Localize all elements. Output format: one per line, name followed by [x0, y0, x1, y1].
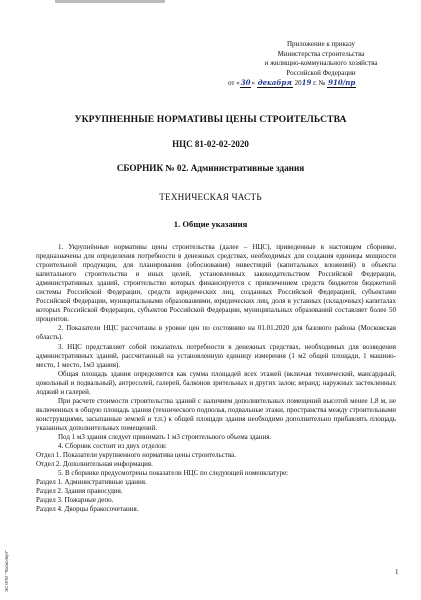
- document-code: НЦС 81-02-02-2020: [172, 139, 249, 149]
- list-item-part-4: Раздел 4. Дворцы бракосочетания.: [36, 505, 139, 514]
- list-item-section-2: Отдел 2. Дополнительная информация.: [36, 460, 153, 469]
- paragraph-6: Под 1 м3 здания следует принимать 1 м3 строительного объема здания.: [58, 432, 272, 441]
- paragraph-1: 1. Укрупнённые нормативы цены строительства (далее – НЦС), приведенные в настоящем сборнике, предназначены для определения потребности в денежных средствах, необходимых для создания единицы мощности строительной продукции, для планирования (обоснования) инвестиций (капитальных вложений) в объекты капитального строительства и иных целей, установленных законодательством Российской Федерации, административных зданий, строительство которых финансируется с привлечением средств бюджетов бюджетной системы Российской Федерации, средств юридических лиц, созданных Российской Федерацией, субъектами Российской Федерации, муниципальными образованиями, юридических лиц, доля в уставных (складочных) капиталах которых Российской Федерации, субъектов Российской Федерации, муниципальных образований составляет более 50 процентов.: [36, 243, 396, 324]
- paragraph-3: 3. НЦС представляет собой показатель потребности в денежных средствах, необходимых для возведения административных зданий, рассчитанный на установленную единицу измерения (1 м2 общей площади, 1 машино-место, 1 место, 1м3 здания).: [36, 342, 396, 369]
- document-body: [36, 243, 396, 514]
- approval-month-sep: »: [251, 79, 255, 88]
- paragraph-8: 5. В сборнике предусмотрены показатели НЦС по следующей номенклатуре:: [58, 469, 289, 478]
- list-item-part-1: Раздел 1. Административные здания.: [36, 478, 147, 487]
- approval-line-1: Приложение к приказу: [287, 40, 355, 48]
- approval-from-label: от «: [228, 79, 240, 88]
- approval-year: 19: [301, 78, 312, 88]
- approval-year-prefix: 20: [294, 79, 302, 88]
- approval-line-2: Министерства строительства: [277, 49, 365, 58]
- approval-line-4: Российской Федерации: [286, 68, 356, 77]
- section-title-general: 1. Общие указания: [173, 219, 248, 229]
- approval-date-number-line: [226, 78, 416, 89]
- paragraph-5: При расчете стоимости строительства зданий с наличием дополнительных помещений высотой менее 1,8 м, не включенных в общую площадь здания (технического подполья, подвальные этажи, пространства между строительными конструкциями, засыпанные землей и т.п.) к общей площади здания необходимо дополнительно прибавлять площадь указанных дополнительных помещений.: [36, 396, 396, 432]
- collection-title: СБОРНИК № 02. Административные здания: [116, 163, 305, 173]
- paragraph-2: 2. Показатели НЦС рассчитаны в уровне цен по состоянию на 01.01.2020 для базового района (Московская область).: [36, 324, 396, 342]
- list-item-part-2: Раздел 2. Здания правосудия.: [36, 487, 123, 496]
- approval-order-number: 910/пр: [328, 78, 356, 88]
- page-number: 1: [395, 568, 399, 576]
- paragraph-7: 4. Сборник состоит из двух отделов:: [58, 442, 167, 451]
- approval-line-3: и жилищно-коммунального хозяйства: [264, 59, 378, 68]
- list-item-part-3: Раздел 3. Пожарные депо.: [36, 496, 114, 505]
- approval-year-suffix: г. №: [313, 79, 326, 88]
- approval-block: [226, 40, 416, 89]
- paragraph-4: Общая площадь здания определяется как сумма площадей всех этажей (включая технический, мансардный, цокольный и подвальный), антресолей, галерей, балконов зрительных и других залов; веранд; наружных застекленных лоджий и галерей.: [36, 369, 396, 396]
- approval-day: 30: [240, 78, 251, 88]
- list-item-section-1: Отдел 1. Показатели укрупненного норматива цены строительства.: [36, 451, 237, 460]
- section-title-technical: ТЕХНИЧЕСКАЯ ЧАСТЬ: [159, 192, 262, 202]
- document-title: УКРУПНЕННЫЕ НОРМАТИВЫ ЦЕНЫ СТРОИТЕЛЬСТВА: [74, 114, 347, 125]
- side-stamp-text: ЭС ИПИ "Техэксперт": [4, 550, 9, 592]
- approval-month: декабря: [257, 78, 292, 88]
- scan-artifact-rule: [55, 0, 165, 3]
- side-stamp: [4, 522, 13, 592]
